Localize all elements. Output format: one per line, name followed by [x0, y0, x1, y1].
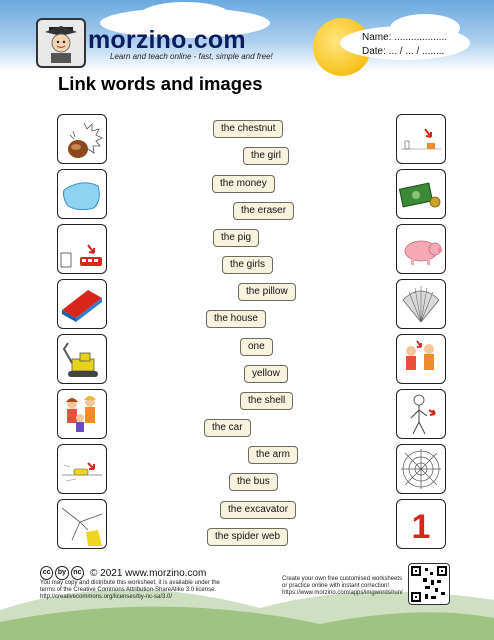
word-chip[interactable]: the excavator	[220, 501, 296, 519]
name-date-fields	[362, 32, 447, 60]
image-number-one	[396, 499, 446, 549]
cloud	[140, 2, 230, 28]
word-chip[interactable]: the girl	[243, 147, 289, 165]
word-chip[interactable]: one	[240, 338, 273, 356]
promo-link[interactable]: https://www.morzino.com/apps/imgwords/run/	[282, 590, 403, 596]
image-cracked-shell	[57, 499, 107, 549]
image-excavator	[57, 334, 107, 384]
word-chip[interactable]: yellow	[244, 365, 288, 383]
image-girls	[57, 389, 107, 439]
word-chip[interactable]: the shell	[240, 392, 293, 410]
image-pillow	[57, 169, 107, 219]
word-chip[interactable]: the pig	[213, 229, 259, 247]
nc-icon: nc	[71, 566, 84, 580]
name-field: Name: ...................	[362, 32, 448, 43]
image-girls-scene	[396, 334, 446, 384]
word-chip[interactable]: the arm	[248, 446, 298, 464]
word-chip[interactable]: the bus	[229, 473, 278, 491]
tagline: Learn and teach online - fast, simple and free!	[110, 52, 273, 61]
word-chip[interactable]: the eraser	[233, 202, 294, 220]
promo-text: Create your own free customised worksheets or practice online with instant correction! https://www.morzino.com/apps/imgwords/run/	[282, 576, 408, 597]
image-spider-web	[396, 444, 446, 494]
image-arm-scene	[396, 114, 446, 164]
word-chip[interactable]: the girls	[222, 256, 273, 274]
image-chestnut	[57, 114, 107, 164]
image-bus	[57, 224, 107, 274]
word-chip[interactable]: the money	[212, 175, 275, 193]
license-link[interactable]: http://creativecommons.org/licenses/by-nc-sa/3.0/	[40, 594, 173, 600]
cc-license-icons	[40, 566, 84, 578]
image-money	[396, 169, 446, 219]
word-chip[interactable]: the pillow	[238, 283, 296, 301]
by-icon: by	[55, 566, 68, 580]
number-one-label: 1	[411, 508, 431, 546]
word-chip[interactable]: the house	[206, 310, 266, 328]
word-chip[interactable]: the chestnut	[213, 120, 283, 138]
image-pig	[396, 224, 446, 274]
image-car	[57, 444, 107, 494]
qr-code-icon[interactable]	[408, 563, 450, 605]
word-chip[interactable]: the car	[204, 419, 251, 437]
image-eraser	[57, 279, 107, 329]
cc-icon: cc	[40, 566, 53, 580]
word-chip[interactable]: the spider web	[207, 528, 288, 546]
date-field: Date: ... / ... / ........	[362, 46, 445, 57]
image-shell	[396, 279, 446, 329]
copyright: © 2021 www.morzino.com	[90, 568, 207, 579]
image-arm	[396, 389, 446, 439]
site-name: morzino.com	[88, 26, 246, 54]
license-text: You may copy and distribute this worksheet, it is available under the terms of the Creative Commons Attribution-ShareAlike 3.0 license. http://creativecommons.org/licenses/by-nc-sa/3.0/	[40, 580, 250, 601]
logo-avatar-icon	[36, 18, 86, 68]
page-title: Link words and images	[58, 73, 263, 94]
